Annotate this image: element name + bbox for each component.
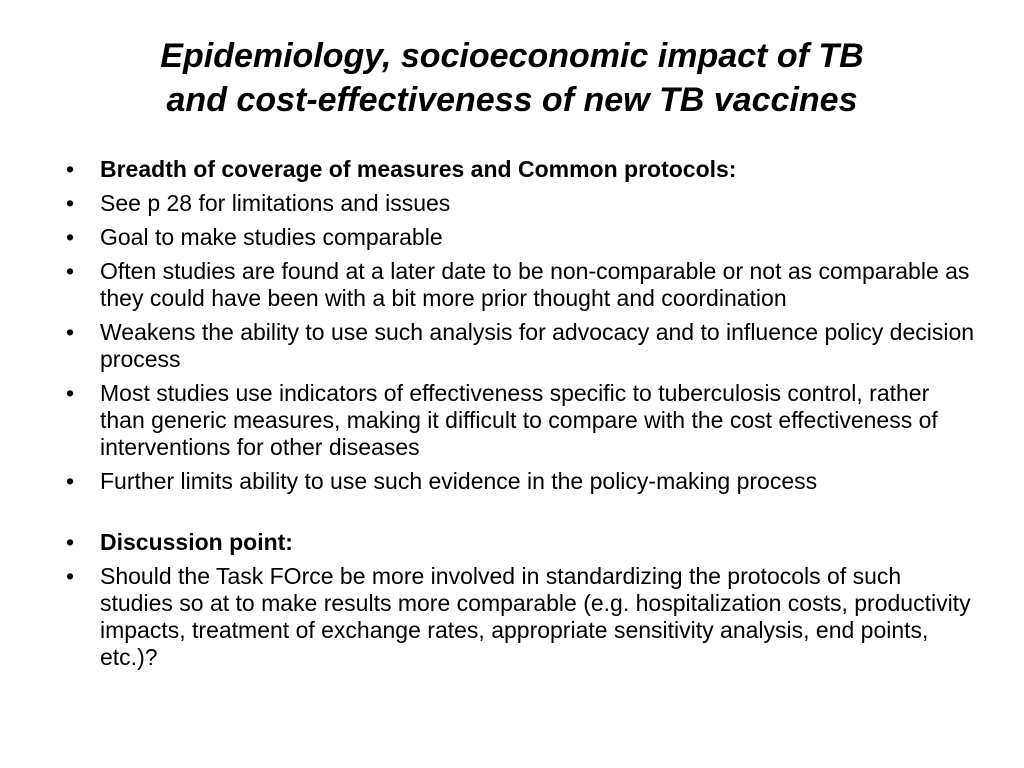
bullet-text: Further limits ability to use such evidence in the policy-making process — [100, 468, 818, 494]
bullet-item — [60, 258, 980, 312]
bullet-item — [60, 319, 980, 373]
bullet-dot-icon: • — [65, 468, 75, 494]
bullet-item — [60, 190, 980, 217]
bullet-item — [60, 156, 980, 183]
bullet-text: See p 28 for limitations and issues — [100, 190, 451, 216]
bullet-text: Should the Task FOrce be more involved in standardizing the protocols of such studies so at to make results more comparable (e.g. hospitalization costs, productivity impacts, treatment of exchange rates, appropriate sensitivity analysis, end points, etc.)? — [100, 563, 971, 670]
bullet-dot-icon: • — [65, 190, 75, 216]
bullet-item — [60, 563, 980, 671]
bullet-text: Often studies are found at a later date to be non-comparable or not as comparable as they could have been with a bit more prior thought and coordination — [100, 258, 970, 311]
slide-title-line-2: and cost-effectiveness of new TB vaccines — [166, 81, 858, 119]
bullet-dot-icon: • — [65, 563, 75, 589]
bullet-list — [60, 156, 980, 678]
bullet-spacer — [60, 502, 980, 529]
bullet-text: Discussion point: — [100, 529, 293, 555]
bullet-text: Weakens the ability to use such analysis for advocacy and to influence policy decision process — [100, 319, 975, 372]
bullet-dot-icon: • — [65, 224, 75, 250]
bullet-dot-icon: • — [65, 258, 75, 284]
bullet-item — [60, 224, 980, 251]
bullet-dot-icon: • — [65, 156, 75, 182]
bullet-dot-icon: • — [65, 529, 75, 555]
bullet-text: Goal to make studies comparable — [100, 224, 443, 250]
slide-title — [40, 34, 984, 122]
bullet-dot-icon: • — [65, 380, 75, 406]
bullet-item — [60, 529, 980, 556]
slide-title-line-1: Epidemiology, socioeconomic impact of TB — [160, 37, 864, 75]
bullet-text: Breadth of coverage of measures and Common protocols: — [100, 156, 737, 182]
bullet-item — [60, 468, 980, 495]
bullet-dot-icon: • — [65, 319, 75, 345]
bullet-item — [60, 380, 980, 461]
bullet-text: Most studies use indicators of effectiveness specific to tuberculosis control, rather than generic measures, making it difficult to compare with the cost effectiveness of interventions for other diseases — [100, 380, 938, 460]
